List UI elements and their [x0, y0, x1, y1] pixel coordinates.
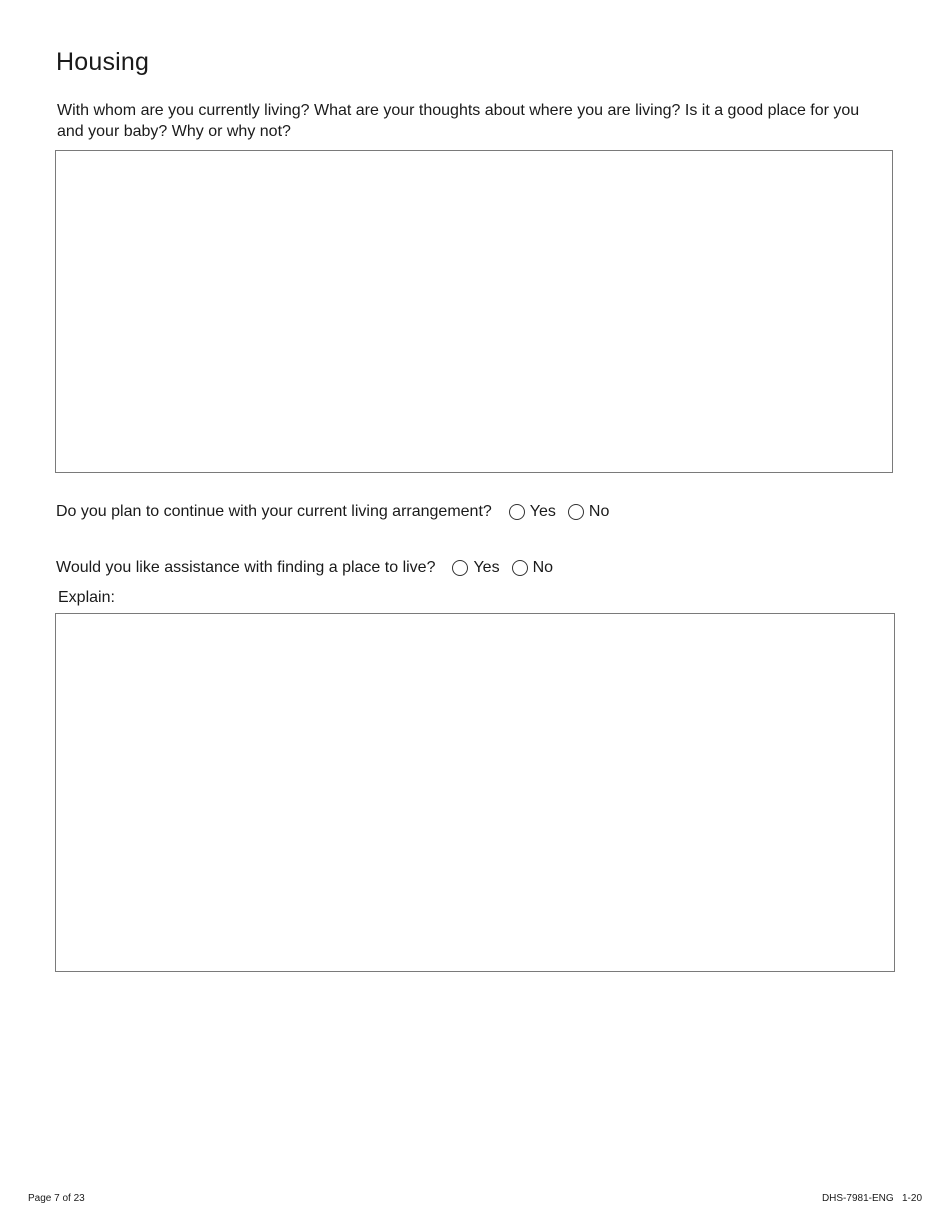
form-revision: 1-20 [901, 1193, 922, 1204]
section-title: Housing [56, 48, 150, 76]
continue-arrangement-question: Do you plan to continue with your current living arrangement? [56, 503, 492, 520]
radio-circle-icon[interactable] [512, 560, 528, 576]
living-question-text: With whom are you currently living? What are your thoughts about where you are living? Is it a good place for you and your baby? Why or why not? [57, 102, 860, 140]
radio-circle-icon[interactable] [452, 560, 468, 576]
assistance-no-radio[interactable] [512, 559, 553, 577]
explain-answer-field[interactable] [55, 613, 895, 972]
living-situation-answer-field[interactable] [55, 150, 893, 473]
radio-label-yes: Yes [473, 559, 500, 576]
radio-label-no: No [588, 503, 610, 520]
assistance-yes-radio[interactable] [452, 559, 499, 577]
explain-label: Explain: [58, 589, 115, 606]
assistance-row [56, 557, 565, 579]
radio-label-yes: Yes [529, 503, 556, 520]
radio-label-no: No [532, 559, 554, 576]
form-identifier [822, 1193, 922, 1204]
form-id: DHS-7981-ENG [821, 1193, 894, 1204]
continue-arrangement-row [56, 501, 621, 523]
radio-circle-icon[interactable] [568, 504, 584, 520]
assistance-question: Would you like assistance with finding a place to live? [56, 559, 436, 576]
radio-circle-icon[interactable] [509, 504, 525, 520]
continue-arrangement-yes-radio[interactable] [509, 503, 556, 521]
continue-arrangement-no-radio[interactable] [568, 503, 609, 521]
page-number: Page 7 of 23 [28, 1193, 85, 1204]
